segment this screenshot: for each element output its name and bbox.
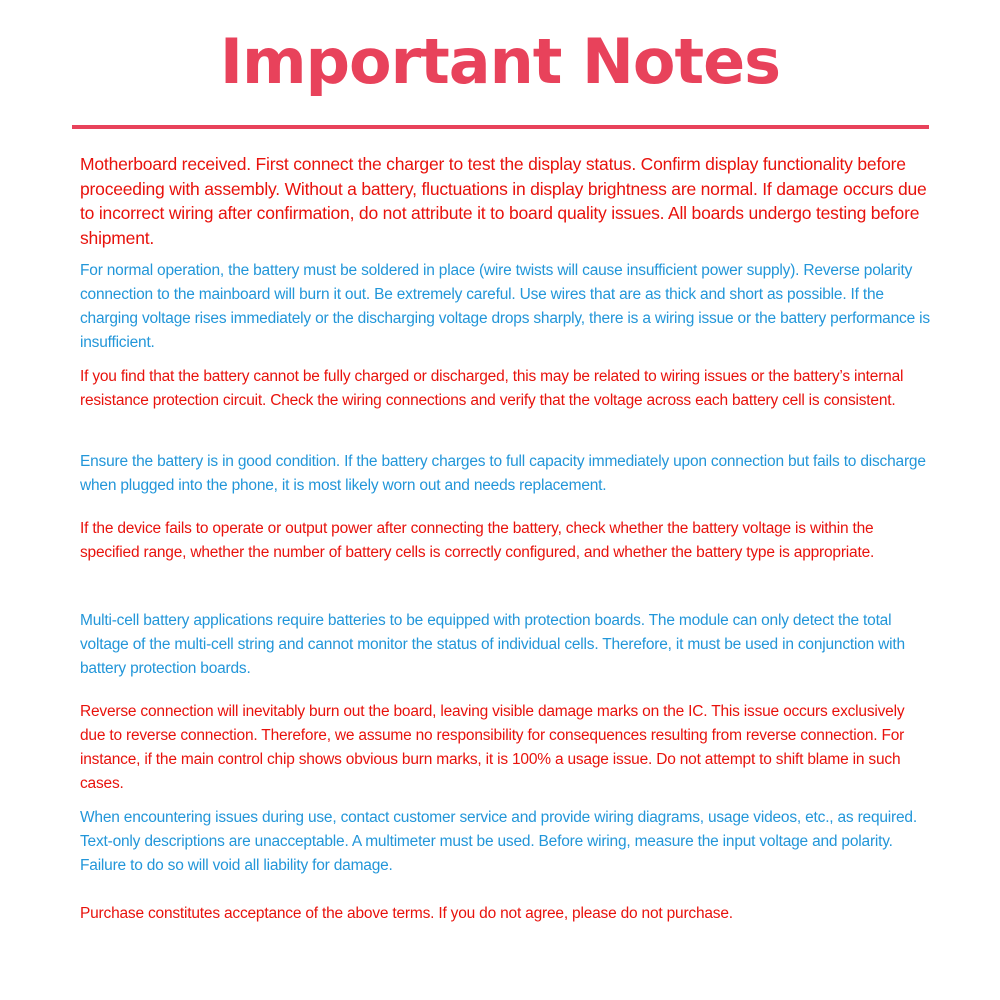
note-customer-service: When encountering issues during use, contact customer service and provide wiring diagrams, usage videos, etc., as required. Text-only descriptions are unacceptable. A multimeter must be used. Before wiring, measure the input voltage and polarity. Failure to do so will void all liability for damage.: [80, 809, 917, 874]
note-multi-cell: Multi-cell battery applications require batteries to be equipped with protection boards. The module can only detect the total voltage of the multi-cell string and cannot monitor the status of individual cells. Therefore, it must be used in conjunction with battery protection boards.: [80, 612, 905, 677]
note-no-output: If the device fails to operate or output power after connecting the battery, check whether the battery voltage is within the specified range, whether the number of battery cells is correctly configured, and whether the battery type is appropriate.: [80, 520, 875, 561]
note-reverse-connection: Reverse connection will inevitably burn out the board, leaving visible damage marks on the IC. This issue occurs exclusively due to reverse connection. Therefore, we assume no responsibility for consequences resulting from reverse connection. For instance, if the main control chip shows obvious burn marks, it is 100% a usage issue. Do not attempt to shift blame in such cases.: [80, 703, 905, 792]
note-purchase-terms: Purchase constitutes acceptance of the above terms. If you do not agree, please do not purchase.: [80, 905, 733, 922]
note-charge-discharge: If you find that the battery cannot be fully charged or discharged, this may be related to wiring issues or the battery’s internal resistance protection circuit. Check the wiring connections and verify that the voltage across each battery cell is consistent.: [80, 368, 904, 409]
page-title: Important Notes: [219, 25, 781, 98]
note-battery-condition: Ensure the battery is in good condition. If the battery charges to full capacity immediately upon connection but fails to discharge when plugged into the phone, it is most likely worn out and needs replacement.: [80, 453, 926, 494]
title-divider: [72, 125, 929, 129]
note-battery-soldering: For normal operation, the battery must be soldered in place (wire twists will cause insufficient power supply). Reverse polarity connection to the mainboard will burn it out. Be extremely careful. Use wires that are as thick and short as possible. If the charging voltage rises immediately or the discharging voltage drops sharply, there is a wiring issue or the battery performance is insufficient.: [80, 262, 930, 351]
note-display-test: Motherboard received. First connect the charger to test the display status. Confirm display functionality before proceeding with assembly. Without a battery, fluctuations in display brightness are normal. If damage occurs due to incorrect wiring after confirmation, do not attribute it to board quality issues. All boards undergo testing before shipment.: [80, 154, 927, 248]
